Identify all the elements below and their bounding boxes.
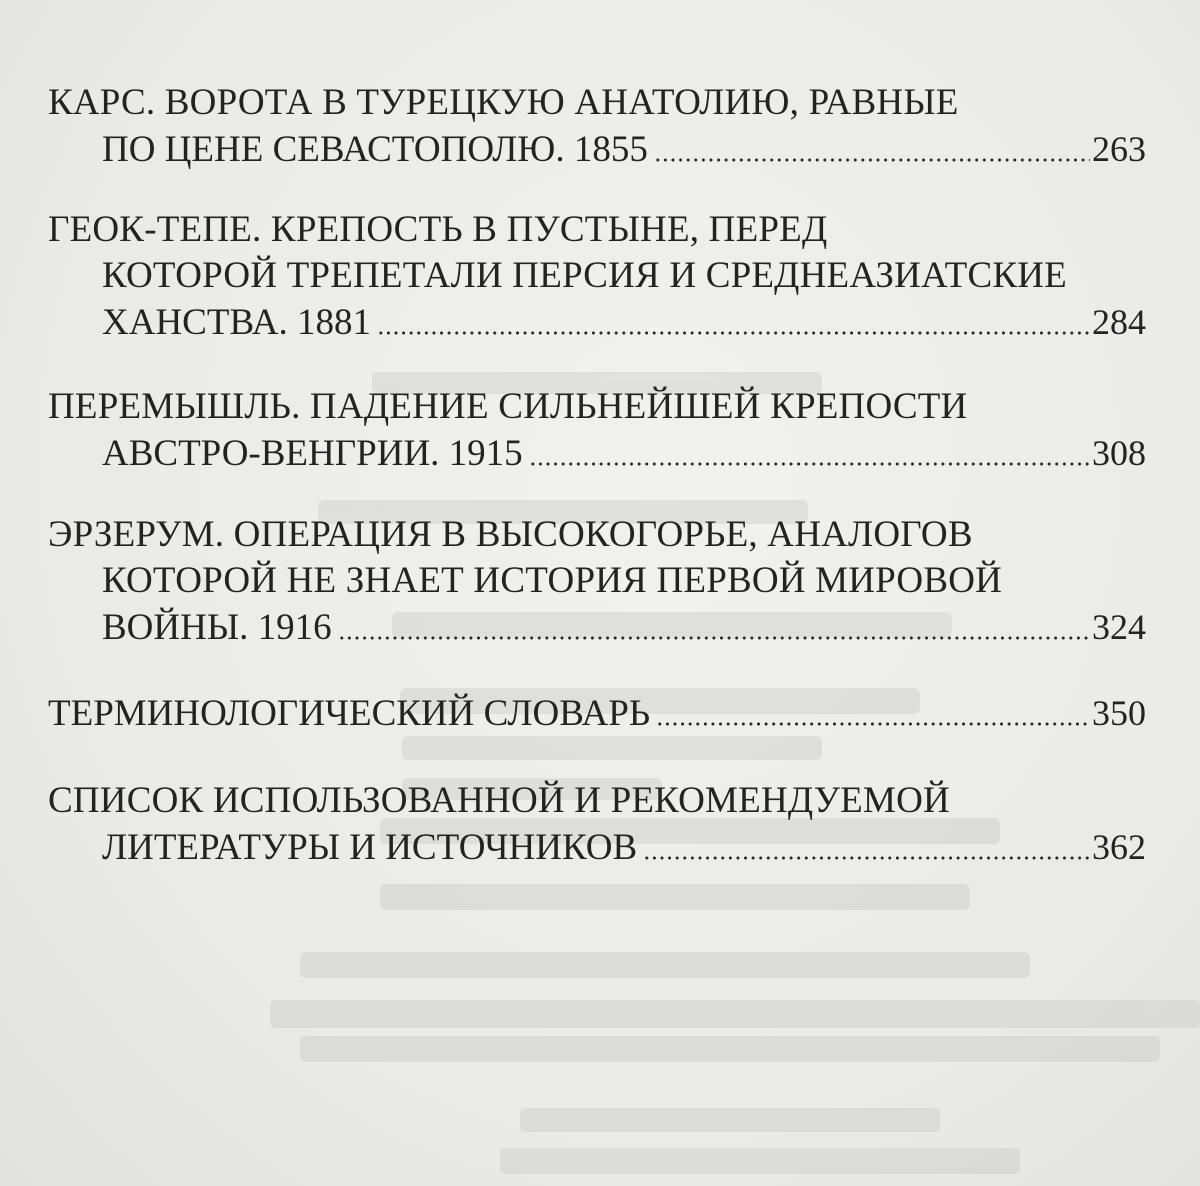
toc-page-number: 362 <box>1092 827 1146 867</box>
dot-leader <box>529 460 1090 468</box>
dot-leader <box>377 329 1090 337</box>
toc-entry-title-line: КОТОРОЙ НЕ ЗНАЕТ ИСТОРИЯ ПЕРВОЙ МИРОВОЙ <box>102 560 1003 601</box>
toc-entry-title-line: АВСТРО-ВЕНГРИИ. 1915 <box>102 433 523 474</box>
toc-entry-title-line: ГЕОК-ТЕПЕ. КРЕПОСТЬ В ПУСТЫНЕ, ПЕРЕД <box>48 209 828 250</box>
toc-entry-title-line: СПИСОК ИСПОЛЬЗОВАННОЙ И РЕКОМЕНДУЕМОЙ <box>48 780 950 821</box>
toc-entry-last-line <box>48 690 1146 737</box>
toc-page-number: 350 <box>1092 693 1146 733</box>
toc-entry-title-line: ТЕРМИНОЛОГИЧЕСКИЙ СЛОВАРЬ <box>48 693 651 734</box>
toc-entry-title-line: КОТОРОЙ ТРЕПЕТАЛИ ПЕРСИЯ И СРЕДНЕАЗИАТСКИЕ <box>102 255 1067 296</box>
dot-leader <box>656 720 1090 728</box>
toc-entry-last-line <box>102 126 1146 173</box>
toc-entry-title-line: ЭРЗЕРУМ. ОПЕРАЦИЯ В ВЫСОКОГОРЬЕ, АНАЛОГОВ <box>48 514 973 555</box>
dot-leader <box>338 634 1090 642</box>
toc-entry-title-line: ХАНСТВА. 1881 <box>102 302 372 343</box>
toc-entry-title-line: ЛИТЕРАТУРЫ И ИСТОЧНИКОВ <box>102 827 638 868</box>
toc-entry-last-line <box>102 299 1146 346</box>
toc-entry-last-line <box>102 824 1146 871</box>
toc-entry-title-line: КАРС. ВОРОТА В ТУРЕЦКУЮ АНАТОЛИЮ, РАВНЫЕ <box>48 82 959 123</box>
dot-leader <box>654 156 1090 164</box>
toc-page-number: 308 <box>1092 433 1146 473</box>
toc-entry-title-line: ПЕРЕМЫШЛЬ. ПАДЕНИЕ СИЛЬНЕЙШЕЙ КРЕПОСТИ <box>48 386 968 427</box>
toc-page-number: 263 <box>1092 129 1146 169</box>
toc-page-number: 324 <box>1092 607 1146 647</box>
toc-entry-last-line <box>102 430 1146 477</box>
toc-entry-last-line <box>102 604 1146 651</box>
toc-entry-title-line: ПО ЦЕНЕ СЕВАСТОПОЛЮ. 1855 <box>102 129 648 170</box>
dot-leader <box>643 854 1090 862</box>
toc-entry-title-line: ВОЙНЫ. 1916 <box>102 607 332 648</box>
toc-page-number: 284 <box>1092 302 1146 342</box>
